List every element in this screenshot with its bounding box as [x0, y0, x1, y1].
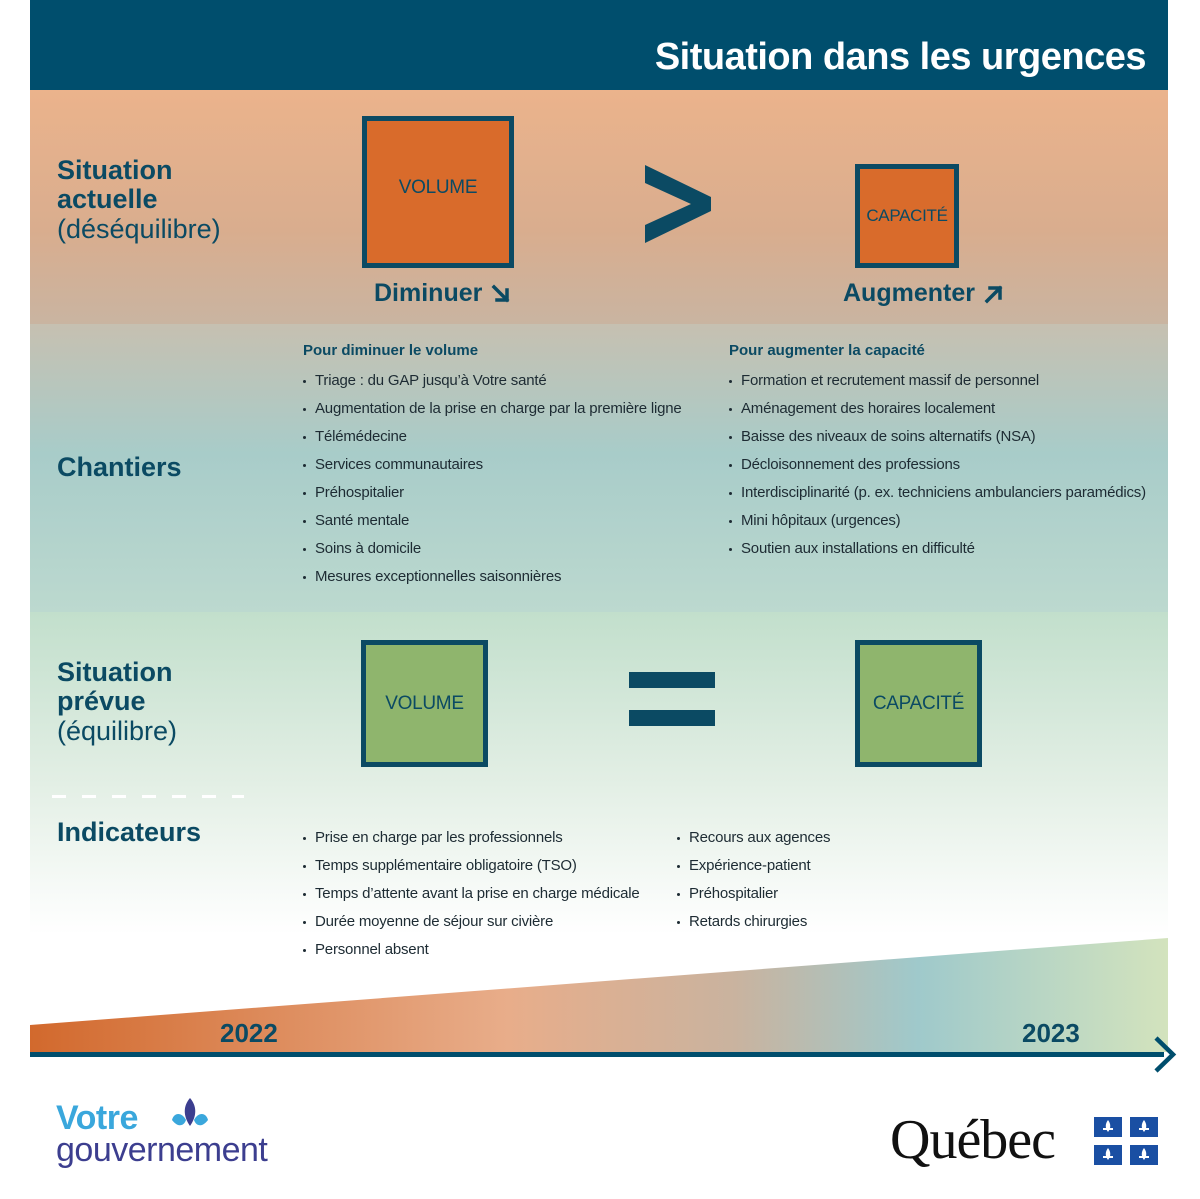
indicator-item: Recours aux agences — [677, 828, 830, 856]
timeline-start-year: 2022 — [220, 1018, 278, 1048]
planned-capacity-box — [855, 640, 982, 767]
increase-capacity-item: Mini hôpitaux (urgences) — [729, 511, 1146, 539]
chantiers-label — [57, 453, 182, 482]
fleur-de-lis-icon — [168, 1096, 212, 1136]
chantiers-title: Chantiers — [57, 452, 182, 482]
increase-capacity-item: Soutien aux installations en difficulté — [729, 539, 1146, 567]
increase-capacity-list — [729, 371, 1146, 567]
indicator-item: Temps supplémentaire obligatoire (TSO) — [303, 856, 640, 884]
planned-situation-subtitle: (équilibre) — [57, 716, 178, 746]
timeline — [0, 930, 1200, 1080]
planned-volume-box — [361, 640, 488, 767]
decrease-volume-item: Télémédecine — [303, 427, 682, 455]
decrease-volume-title: Pour diminuer le volume — [303, 342, 479, 359]
current-situation-title: Situation actuelle — [57, 155, 173, 214]
current-volume-box — [362, 116, 514, 268]
increase-capacity-item: Décloisonnement des professions — [729, 455, 1146, 483]
planned-situation-title: Situation prévue — [57, 657, 173, 716]
page-title: Situation dans les urgences — [654, 36, 1146, 78]
planned-situation-label — [57, 658, 177, 746]
greater-than-symbol — [643, 163, 713, 245]
decrease-volume-item: Services communautaires — [303, 455, 682, 483]
indicator-item: Retards chirurgies — [677, 912, 830, 940]
gov-logo-line2: gouvernement — [56, 1131, 268, 1169]
current-capacity-box — [855, 164, 959, 268]
increase-capacity-item: Baisse des niveaux de soins alternatifs (NSA) — [729, 427, 1146, 455]
votre-gouvernement-logo — [56, 1099, 268, 1169]
increase-capacity-title: Pour augmenter la capacité — [729, 342, 925, 359]
arrow-up-right-icon — [983, 283, 1005, 305]
increase-label: Augmenter — [843, 279, 975, 307]
current-situation-label — [57, 156, 221, 244]
current-situation-subtitle: (déséquilibre) — [57, 214, 221, 244]
indicator-item: Temps d’attente avant la prise en charge médicale — [303, 884, 640, 912]
gov-logo-line1: Votre — [56, 1099, 138, 1137]
title-banner — [30, 0, 1168, 90]
quebec-wordmark: Québec — [890, 1109, 1056, 1171]
quebec-flag-icon — [1094, 1117, 1158, 1165]
increase-capacity-column — [729, 342, 1146, 567]
increase-capacity-item: Formation et recrutement massif de personnel — [729, 371, 1146, 399]
equals-symbol — [629, 672, 715, 728]
decrease-volume-item: Mesures exceptionnelles saisonnières — [303, 567, 682, 595]
timeline-end-year: 2023 — [1022, 1018, 1080, 1048]
decrease-volume-list — [303, 371, 682, 595]
indicator-item: Prise en charge par les professionnels — [303, 828, 640, 856]
indicator-item: Personnel absent — [303, 940, 640, 968]
decrease-volume-item: Augmentation de la prise en charge par la première ligne — [303, 399, 682, 427]
current-volume-label: VOLUME — [398, 177, 478, 198]
section-divider — [52, 795, 244, 798]
planned-capacity-label: CAPACITÉ — [872, 692, 965, 714]
decrease-volume-column — [303, 342, 682, 595]
decrease-volume-item: Préhospitalier — [303, 483, 682, 511]
decrease-volume-item: Santé mentale — [303, 511, 682, 539]
decrease-volume-item: Soins à domicile — [303, 539, 682, 567]
increase-capacity-item: Interdisciplinarité (p. ex. techniciens ambulanciers paramédics) — [729, 483, 1146, 511]
decrease-action — [374, 279, 512, 308]
increase-capacity-item: Aménagement des horaires localement — [729, 399, 1146, 427]
planned-volume-label: VOLUME — [385, 692, 464, 714]
arrow-down-right-icon — [490, 283, 512, 305]
increase-action — [843, 279, 1005, 308]
indicators-title: Indicateurs — [57, 817, 202, 847]
decrease-volume-item: Triage : du GAP jusqu’à Votre santé — [303, 371, 682, 399]
indicator-item: Durée moyenne de séjour sur civière — [303, 912, 640, 940]
indicator-item: Expérience-patient — [677, 856, 830, 884]
indicators-label — [57, 818, 201, 847]
indicators-right-list — [677, 828, 830, 940]
current-capacity-label: CAPACITÉ — [866, 206, 948, 225]
indicator-item: Préhospitalier — [677, 884, 830, 912]
indicators-right-column — [677, 828, 830, 940]
decrease-label: Diminuer — [374, 279, 483, 307]
